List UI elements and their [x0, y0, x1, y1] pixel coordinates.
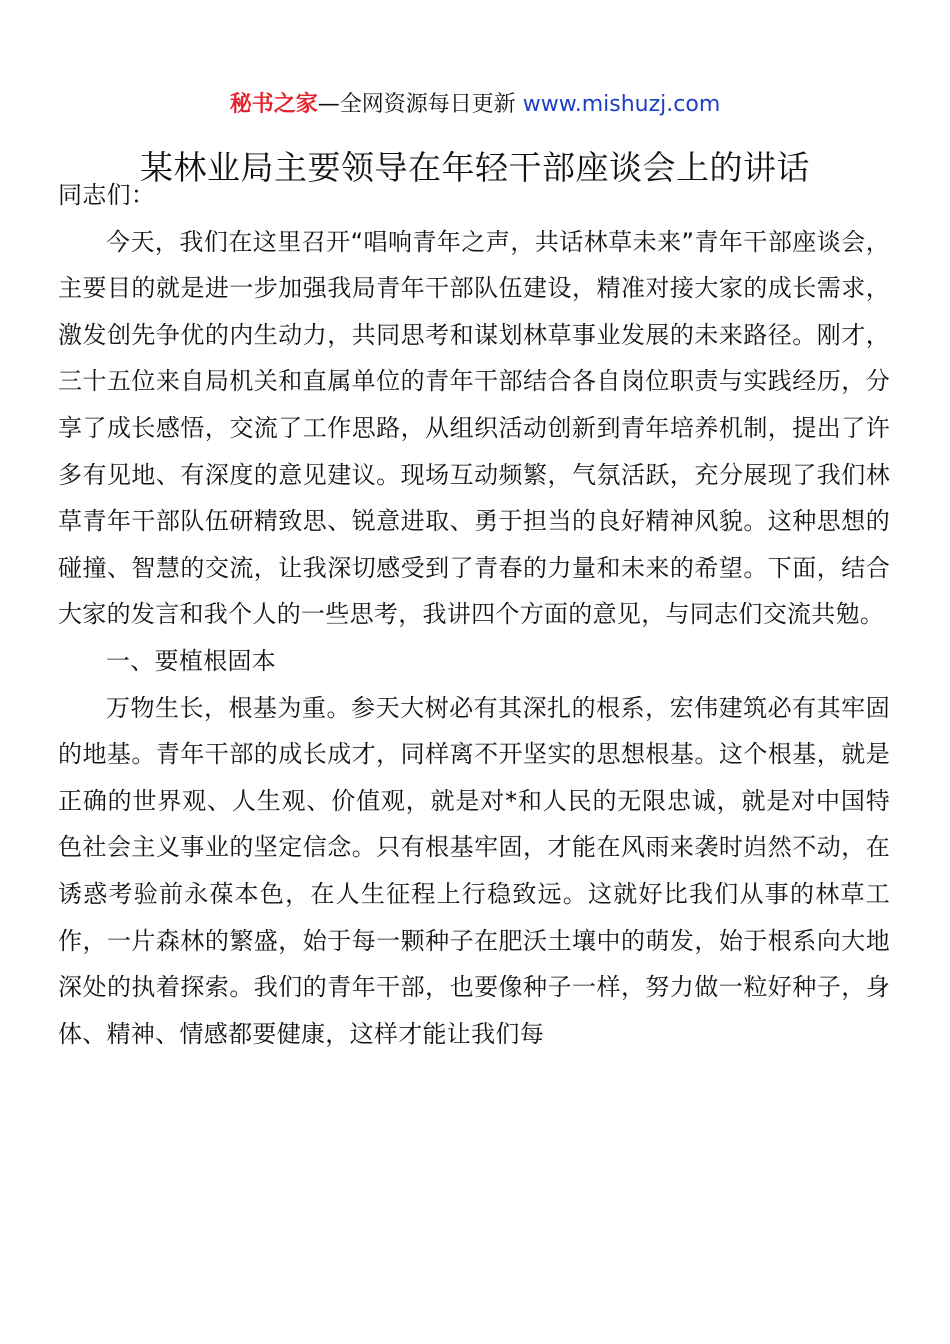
document-body: [58, 172, 890, 1057]
section-heading-1: 一、要植根固本: [106, 646, 277, 675]
paragraph-section-1: 万物生长，根基为重。参天大树必有其深扎的根系，宏伟建筑必有其牢固的地基。青年干部的成长成才，同样离不开坚实的思想根基。这个根基，就是正确的世界观、人生观、价值观，就是对*和人民的无限忠诚，就是对中国特色社会主义事业的坚定信念。只有根基牢固，才能在风雨来袭时岿然不动，在诱惑考验前永葆本色，在人生征程上行稳致远。这就好比我们从事的林草工作，一片森林的繁盛，始于每一颗种子在肥沃土壤中的萌发，始于根系向大地深处的执着探索。我们的青年干部，也要像种子一样，努力做一粒好种子，身体、精神、情感都要健康，这样才能让我们每: [58, 693, 890, 1048]
paragraph-opening: 今天，我们在这里召开“唱响青年之声，共话林草未来”青年干部座谈会，主要目的就是进一步加强我局青年干部队伍建设，精准对接大家的成长需求，激发创先争优的内生动力，共同思考和谋划林草事业发展的未来路径。刚才，三十五位来自局机关和直属单位的青年干部结合各自岗位职责与实践经历，分享了成长感悟，交流了工作思路，从组织活动创新到青年培养机制，提出了许多有见地、有深度的意见建议。现场互动频繁，气氛活跃，充分展现了我们林草青年干部队伍研精致思、锐意进取、勇于担当的良好精神风貌。这种思想的碰撞、智慧的交流，让我深切感受到了青春的力量和未来的希望。下面，结合大家的发言和我个人的一些思考，我讲四个方面的意见，与同志们交流共勉。: [58, 227, 890, 629]
site-header: [0, 88, 950, 122]
site-url-link[interactable]: www.mishuzj.com: [522, 92, 721, 117]
salutation: 同志们：: [58, 181, 156, 209]
brand-name: 秘书之家: [229, 92, 318, 117]
header-tagline: —全网资源每日更新: [317, 92, 523, 117]
document-title: 某林业局主要领导在年轻干部座谈会上的讲话: [140, 148, 810, 187]
